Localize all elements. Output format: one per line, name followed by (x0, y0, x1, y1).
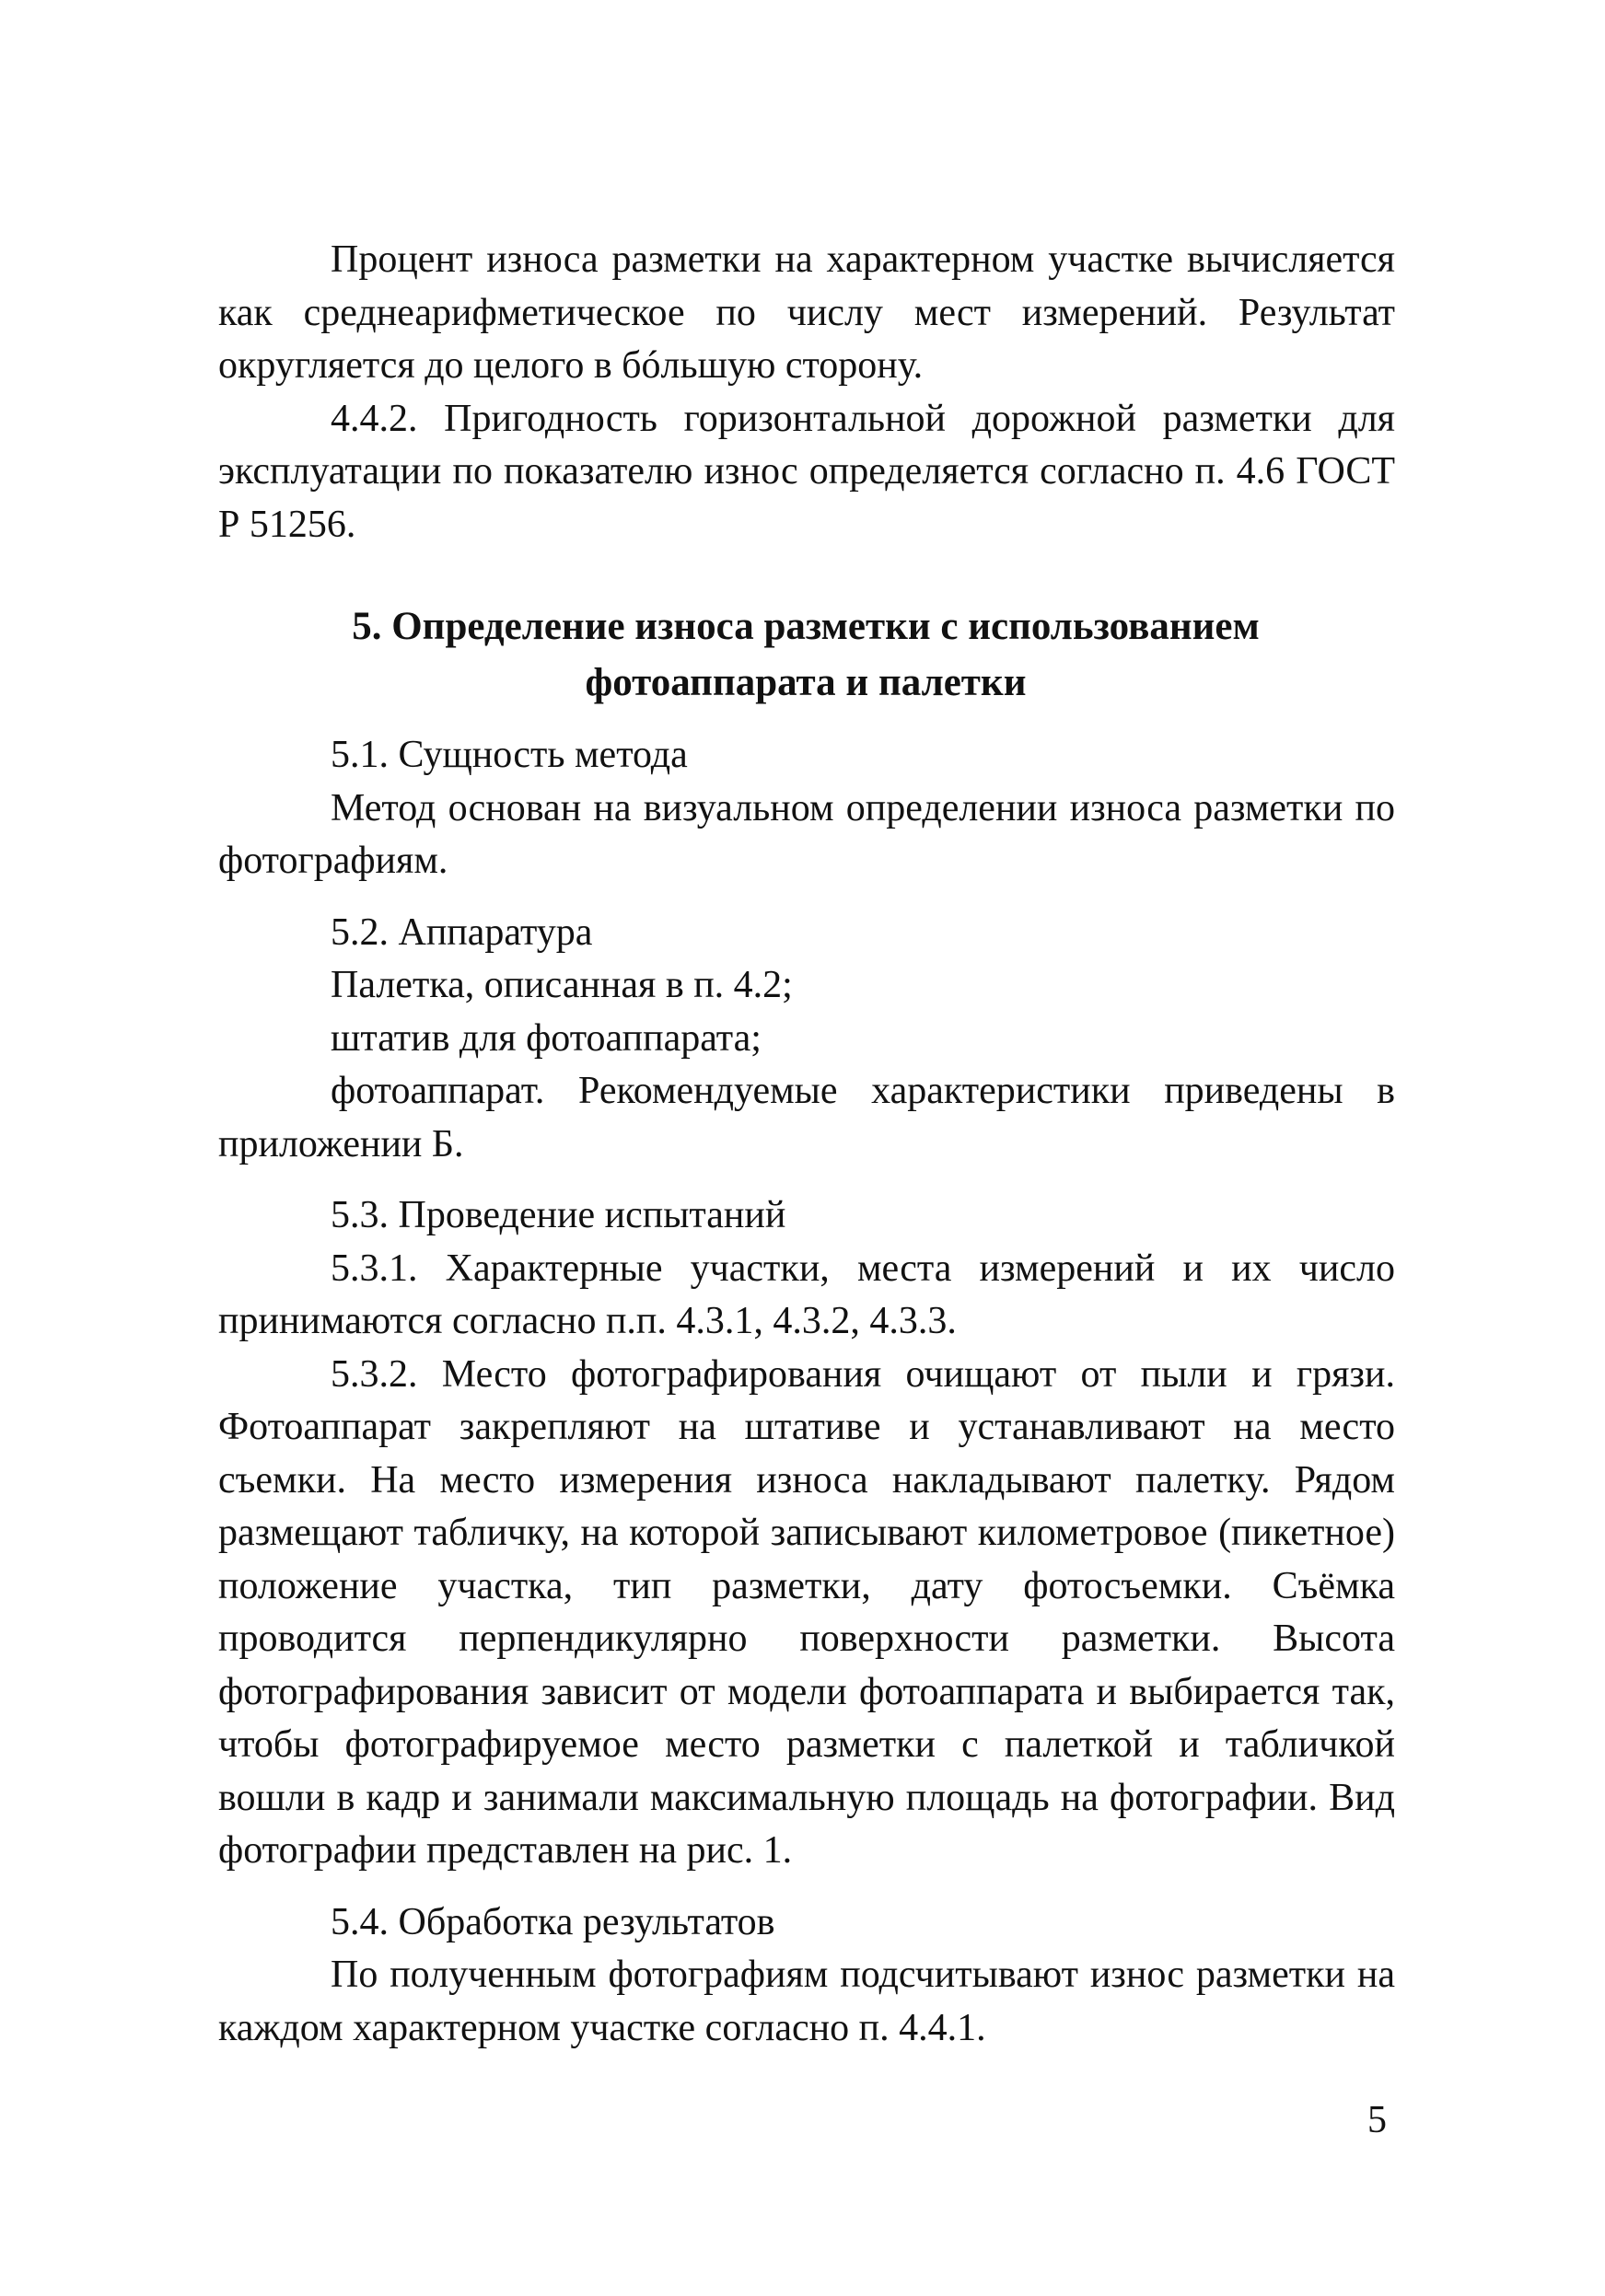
section-5-heading (276, 598, 1335, 711)
section-5-heading-line-1: 5. Определение износа разметки с использованием (352, 605, 1260, 648)
subsection-5-1-title: 5.1. Сущность метода (331, 734, 688, 776)
equipment-item-palette: Палетка, описанная в п. 4.2; (331, 964, 793, 1006)
paragraph-wear-percentage: Процент износа разметки на характерном участке вычисляется как среднеарифметическое по числу мест измерений. Результат округляется до целого в бóльшую сторону. (218, 238, 1395, 387)
top-text-block (218, 234, 1395, 551)
spacing (218, 888, 1395, 907)
subsection-5-1-text: Метод основан на визуальном определении износа разметки по фотографиям. (218, 786, 1395, 882)
subsection-5-3-title: 5.3. Проведение испытаний (331, 1194, 786, 1236)
spacing (218, 1878, 1395, 1896)
equipment-item-tripod: штатив для фотоаппарата; (331, 1016, 762, 1060)
section-5-heading-line-2: фотоаппарата и палетки (585, 661, 1027, 704)
section-5-body (218, 729, 1395, 2055)
subsection-5-4-text: По полученным фотографиям подсчитывают износ разметки на каждом характерном участке согласно п. 4.4.1. (218, 1954, 1395, 2049)
equipment-item-camera: фотоаппарат. Рекомендуемые характеристики приведены в приложении Б. (218, 1070, 1395, 1165)
page-number: 5 (1367, 2099, 1387, 2141)
subsection-5-4-title: 5.4. Обработка результатов (331, 1900, 775, 1943)
subsection-5-3-2-text: 5.3.2. Место фотографирования очищают от пыли и грязи. Фотоаппарат закрепляют на штативе и устанавливают на место съемки. На место измерения износа накладывают палетку. Рядом размещают табличку, на которой записывают километровое (пикетное) положение участка, тип разметки, дату фотосъемки. Съёмка проводится перпендикулярно поверхности разметки. Высота фотографирования зависит от модели фотоаппарата и выбирается так, чтобы фотографируемое место разметки с палеткой и табличкой вошли в кадр и занимали максимальную площадь на фотографии. Вид фотографии представлен на рис. 1. (218, 1352, 1395, 1872)
subsection-5-3-1-text: 5.3.1. Характерные участки, места измерений и их число принимаются согласно п.п. 4.3.1, 4.3.2, 4.3.3. (218, 1247, 1395, 1342)
subsection-5-2-title: 5.2. Аппаратура (331, 910, 593, 954)
spacing (218, 1171, 1395, 1189)
paragraph-4-4-2: 4.4.2. Пригодность горизонтальной дорожной разметки для эксплуатации по показателю износ определяется согласно п. 4.6 ГОСТ Р 51256. (218, 397, 1395, 546)
